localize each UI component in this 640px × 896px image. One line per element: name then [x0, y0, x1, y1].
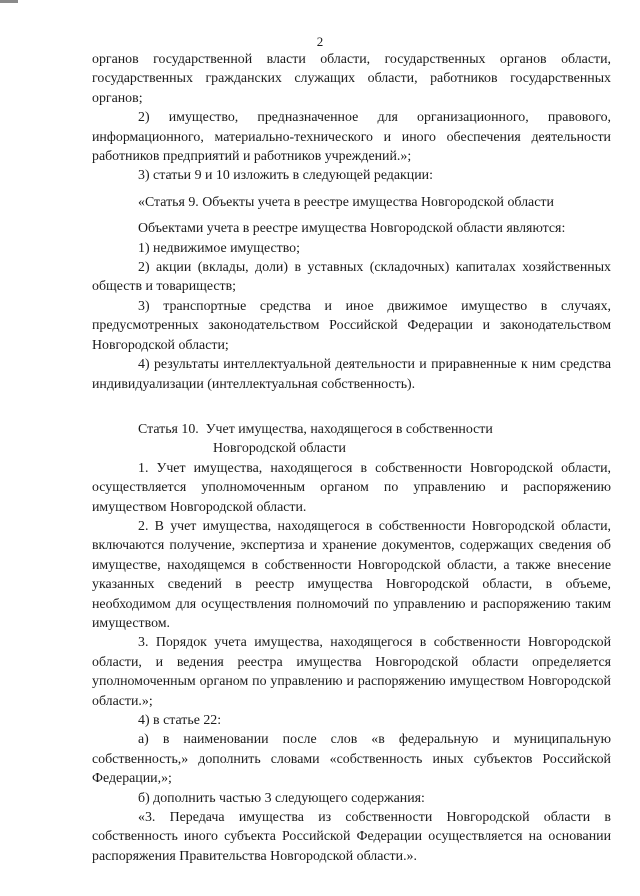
paragraph: 1. Учет имущества, находящегося в собственности Новгородской области, осуществляется уполномоченным органом по управлению и распоряжению имуществом Новгородской области.	[92, 460, 611, 515]
paragraph: 2) имущество, предназначенное для организационного, правового, информационного, материально-технического и иного обеспечения деятельности работников предприятий и работников учреждений.»;	[92, 110, 611, 165]
paragraph: органов государственной власти области, государственных органов области, государственных гражданских служащих области, работников государственных органов;	[92, 52, 611, 106]
list-item: 1) недвижимое имущество;	[138, 240, 300, 256]
paragraph: а) в наименовании после слов «в федеральную и муниципальную собственность,» дополнить словами «собственность иных субъектов Российской Федерации,»;	[92, 732, 611, 787]
list-item: 2) акции (вклады, доли) в уставных (складочных) капиталах хозяйственных обществ и товариществ;	[92, 260, 611, 295]
article-9-heading: «Статья 9. Объекты учета в реестре имущества Новгородской области	[138, 194, 554, 210]
paragraph: 4) в статье 22:	[138, 713, 222, 728]
article-10-title-line2: Новгородской области	[213, 441, 346, 457]
paragraph: 3) статьи 9 и 10 изложить в следующей редакции:	[138, 168, 433, 184]
article-10-label: Статья 10.	[138, 421, 199, 437]
paragraph: «3. Передача имущества из собственности Новгородской области в собственность иного субъекта Российской Федерации осуществляется на основании распоряжения Правительства Новгородской области.».	[92, 810, 611, 864]
paragraph: б) дополнить частью 3 следующего содержания:	[138, 790, 425, 806]
scan-corner-mark	[0, 0, 18, 3]
list-item: 4) результаты интеллектуальной деятельности и приравненные к ним средства индивидуализации (интеллектуальная собственность).	[92, 357, 611, 392]
page-number: 2	[316, 34, 324, 49]
document-body	[92, 50, 611, 866]
list-item: 3) транспортные средства и иное движимое имущество в случаях, предусмотренных законодательством Российской Федерации и законодательством Новгородской области;	[92, 298, 611, 353]
paragraph: 3. Порядок учета имущества, находящегося в собственности Новгородской области, и ведения реестра имущества Новгородской области определяется уполномоченным органом по управлению и распоряжению имуществом Новгородской области.»;	[92, 635, 611, 709]
article-10-heading	[92, 420, 611, 459]
paragraph: Объектами учета в реестре имущества Новгородской области являются:	[138, 221, 566, 237]
paragraph: 2. В учет имущества, находящегося в собственности Новгородской области, включаются получение, экспертиза и хранение документов, содержащих сведения об имуществе, находящемся в собственности Новгородской области, а также внесение указанных сведений в реестр имущества Новгородской области, в объеме, необходимом для осуществления полномочий по управлению и распоряжению таким имуществом.	[92, 518, 611, 631]
article-10-title-line1: Учет имущества, находящегося в собственности	[205, 421, 493, 437]
